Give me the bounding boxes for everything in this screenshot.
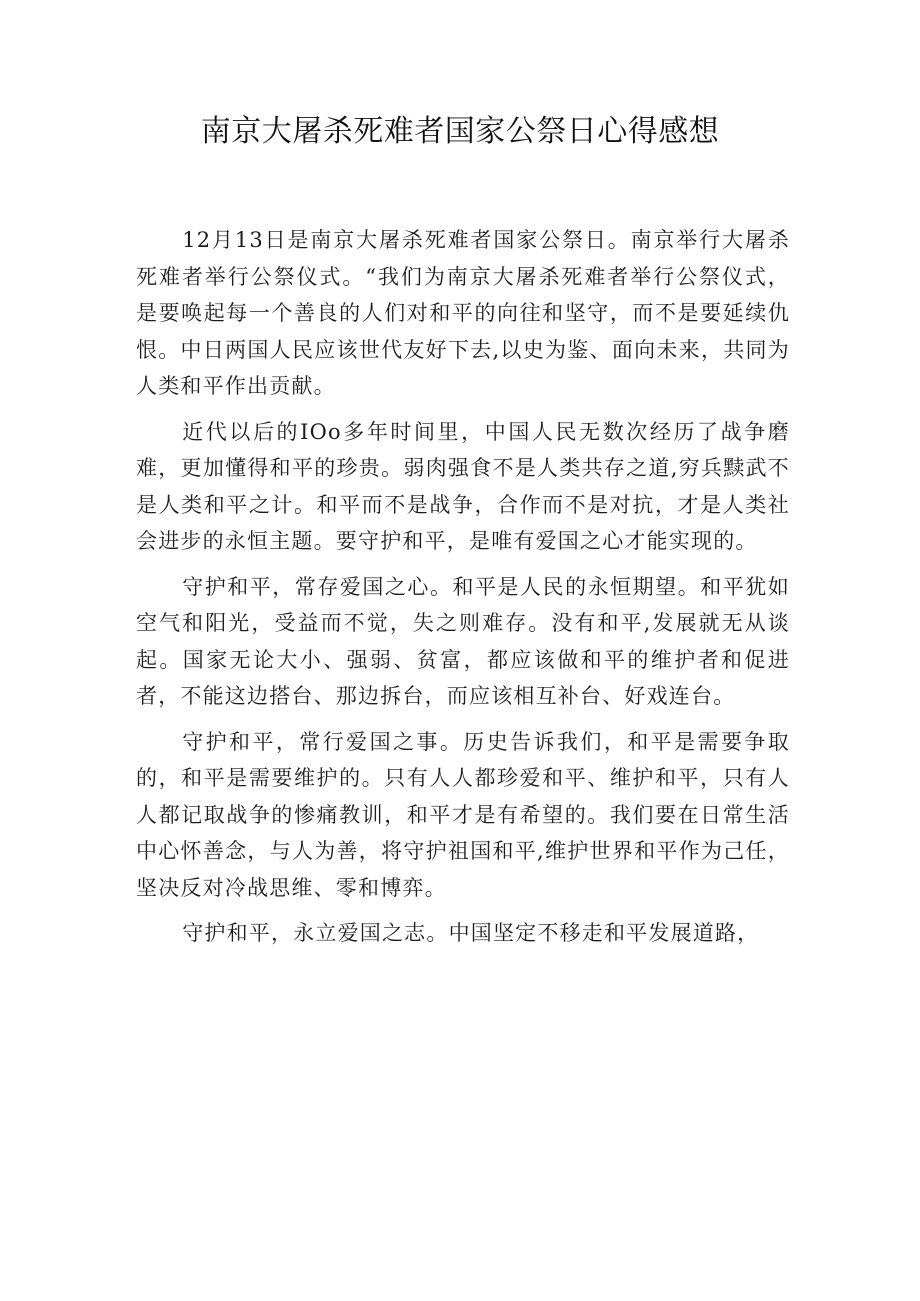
paragraph-2: 近代以后的IOo多年时间里，中国人民无数次经历了战争磨难，更加懂得和平的珍贵。弱肉强食不是人类共存之道,穷兵黩武不是人类和平之计。和平而不是战争，合作而不是对抗，才是人类社会进步的永恒主题。要守护和平，是唯有爱国之心才能实现的。 [136,419,790,553]
paragraph-3: 守护和平，常存爱国之心。和平是人民的永恒期望。和平犹如空气和阳光，受益而不觉，失之则难存。没有和平,发展就无从谈起。国家无论大小、强弱、贫富，都应该做和平的维护者和促进者，不能这边搭台、那边拆台，而应该相互补台、好戏连台。 [136,574,790,708]
document-title: 南京大屠杀死难者国家公祭日心得感想 [200,114,720,149]
paragraph-1: 12月13日是南京大屠杀死难者国家公祭日。南京举行大屠杀死难者举行公祭仪式。“我们为南京大屠杀死难者举行公祭仪式，是要唤起每一个善良的人们对和平的向往和坚守，而不是要延续仇恨。中日两国人民应该世代友好下去,以史为鉴、面向未来，共同为人类和平作出贡献。 [136,228,790,398]
paragraph-5: 守护和平，永立爱国之志。中国坚定不移走和平发展道路， [182,921,760,945]
document-body [136,222,790,961]
paragraph-4: 守护和平，常行爱国之事。历史告诉我们，和平是需要争取的，和平是需要维护的。只有人人都珍爱和平、维护和平，只有人人都记取战争的惨痛教训，和平才是有希望的。我们要在日常生活中心怀善念，与人为善，将守护祖国和平,维护世界和平作为己任，坚决反对冷战思维、零和博弈。 [136,729,790,900]
